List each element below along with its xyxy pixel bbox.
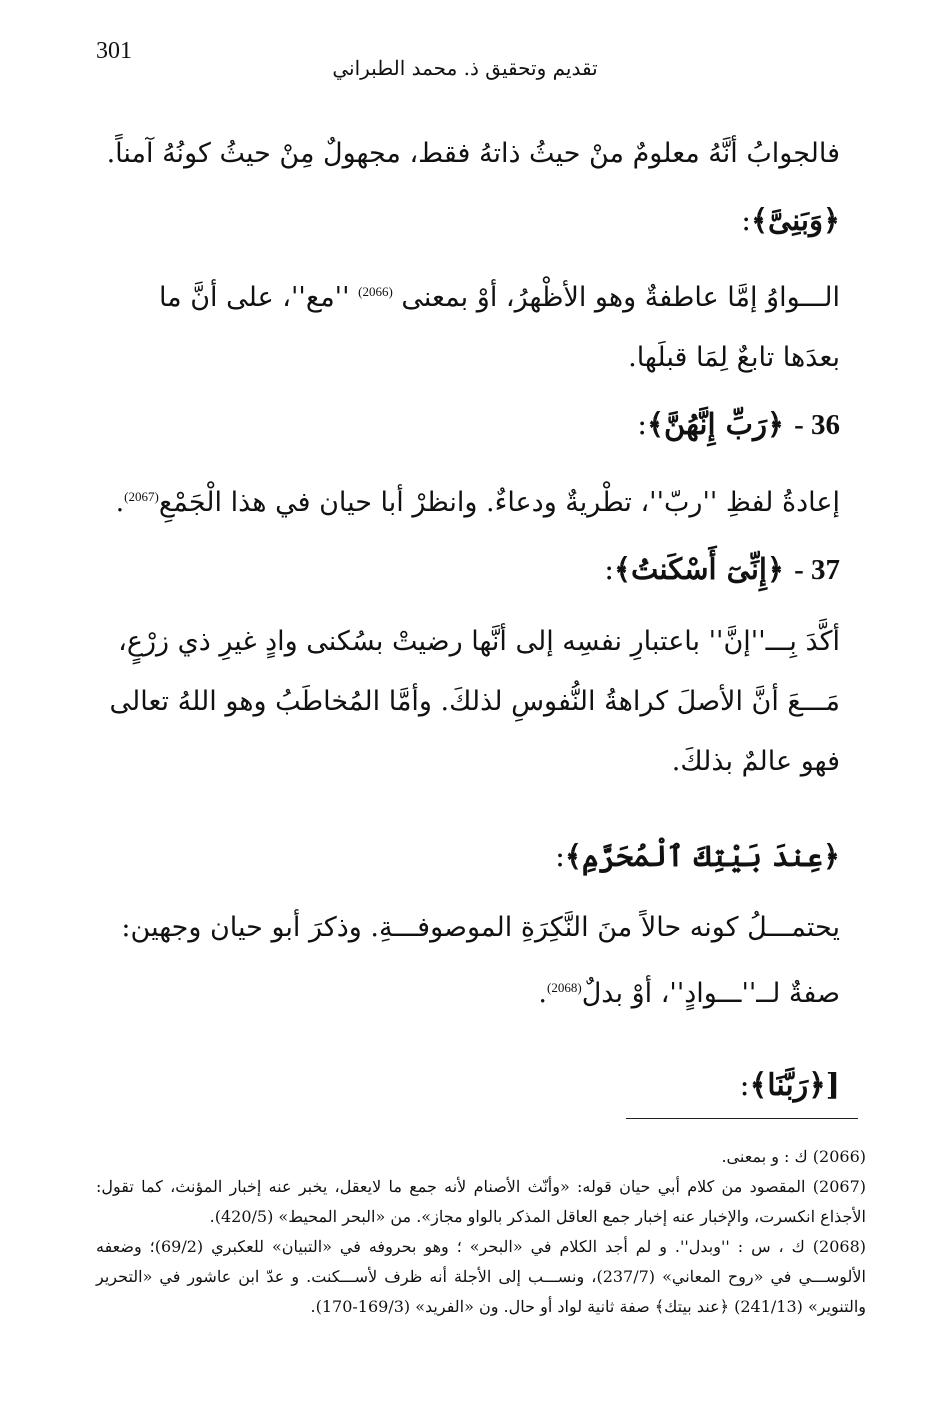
verse-heading-37: 37 - ﴿إِنِّىٓ أَسْكَنتُ﴾: xyxy=(604,552,840,586)
paragraph-1: فالجوابُ أنَّهُ معلومٌ منْ حيثُ ذاتهُ فقط، مجهولٌ مِنْ حيثُ كونُهُ آمناً. xyxy=(106,138,840,169)
paragraph-4: أكَّدَ بِـــ''إنَّ'' باعتبارِ نفسِه إلى أنَّها رضيتْ بسُكنى وادٍ غيرِ ذي زرْعٍ، مَـــعَ أنَّ الأصلَ كراهةُ النُّفوسِ لذلكَ. وأمَّا المُخاطَبُ وهو اللهُ تعالى فهو عالمٌ بذلكَ. xyxy=(109,626,840,777)
footnote-ref-2068: (2068) xyxy=(547,980,582,995)
paragraph-5 xyxy=(96,898,840,1024)
footnote-ref-2066: (2066) xyxy=(358,284,393,299)
verse-heading-5: [﴿رَبَّنَا﴾: xyxy=(739,1068,840,1103)
verse-heading-4: ﴿عِندَ بَيْتِكَ ٱلْمُحَرَّمِ﴾: xyxy=(555,839,840,873)
verse-heading-1: ﴿وَبَنِىَّ﴾: xyxy=(741,203,840,237)
paragraph-2-part-1: الـــواوُ إمَّا عاطفةٌ وهو الأظْهرُ، أوْ بمعنى xyxy=(401,282,840,313)
paragraph-2-part-2: ''مع''، على أنَّ ما بعدَها تابعٌ لِمَا قبلَها. xyxy=(158,282,840,373)
paragraph-2 xyxy=(96,262,840,388)
verse-number: 36 - xyxy=(794,409,840,441)
paragraph-5-part-1: يحتمـــلُ كونه حالاً منَ النَّكِرَةِ الموصوفـــةِ. وذكرَ أبو حيان وجهين: صفةٌ لــ''ـــوادٍ''، أوْ بدلٌ xyxy=(121,912,840,1009)
verse-text: ﴿رَبِّ إِنَّهُنَّ﴾ xyxy=(647,407,784,441)
footnote-2067: (2067) المقصود من كلام أبي حيان قوله: «وأنّث الأصنام لأنه جمع ما لايعقل، يخبر عنه إخبار المؤنث، كما تقول: الأجذاع انكسرت، والإخبار عنه إخبار جمع العاقل المذكر بالواو مجاز». من «البحر المحيط» (420/5). xyxy=(96,1177,866,1226)
footnote-2066: (2066) ك : و بمعنى. xyxy=(721,1147,866,1166)
verse-number: 37 - xyxy=(794,554,840,586)
footnote-2068: (2068) ك ، س : ''وبدل''. و لم أجد الكلام في «البحر» ؛ وهو بحروفه في «التبيان» للعكبري (69/2)؛ وضعفه الألوســـي في «روح المعاني» (237/7)، ونســـب إلى الأجلة أنه ظرف لأســـكنت. و عدّ ابن عاشور في «التحرير والتنوير» (241/13) ﴿عند بيتك﴾ صفة ثانية لواد أو حال. ون «الفريد» (169/3-170). xyxy=(96,1237,866,1316)
verse-text: ﴿عِندَ بَيْتِكَ ٱلْمُحَرَّمِ﴾ xyxy=(564,839,840,873)
paragraph-3-part-1: إعادةُ لفظِ ''ربّ''، تطْريةٌ ودعاءٌ. وانظرْ أبا حيان في هذا الْجَمْعِ xyxy=(158,487,840,518)
footnote-ref-2067: (2067) xyxy=(124,489,159,504)
footnotes xyxy=(96,1142,866,1322)
verse-text: ﴿وَبَنِىَّ﴾ xyxy=(751,203,840,237)
verse-text: ﴿إِنِّىٓ أَسْكَنتُ﴾ xyxy=(613,552,784,586)
main-text xyxy=(96,124,840,1128)
paragraph-5-part-2: . xyxy=(538,978,547,1009)
footnote-divider xyxy=(626,1118,858,1119)
verse-heading-36: 36 - ﴿رَبِّ إِنَّهُنَّ﴾: xyxy=(637,407,840,441)
paragraph-3 xyxy=(96,467,840,533)
running-header: تقديم وتحقيق ذ. محمد الطبراني xyxy=(332,56,598,80)
page-number: 301 xyxy=(96,38,132,64)
paragraph-3-part-2: . xyxy=(115,487,125,518)
verse-text: [﴿رَبَّنَا﴾ xyxy=(749,1068,840,1103)
